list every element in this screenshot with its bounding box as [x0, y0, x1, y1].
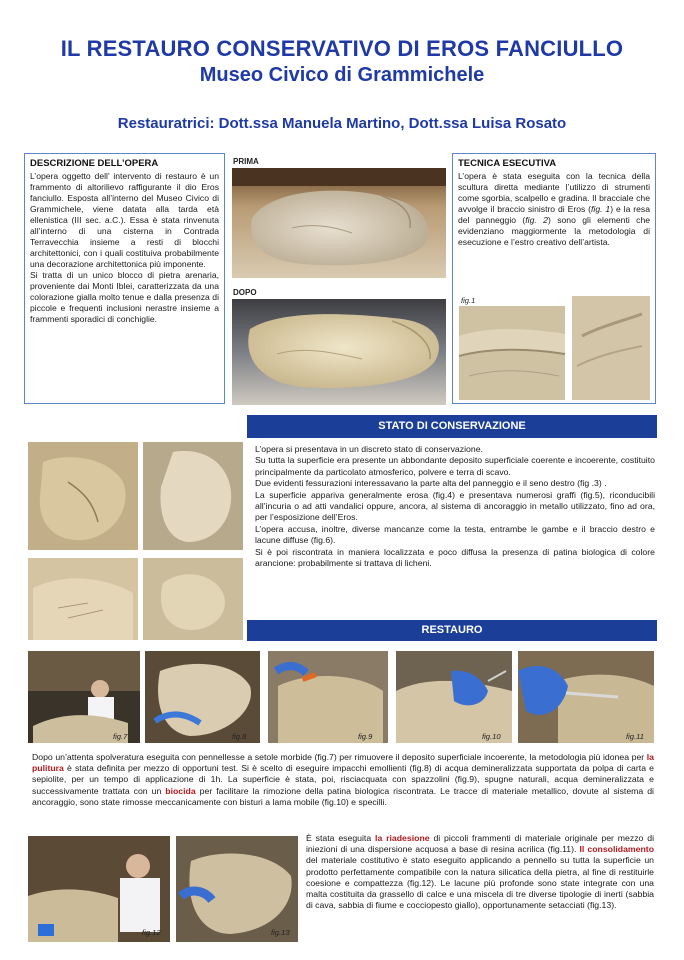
fig10-label: fig.10 — [482, 732, 501, 741]
descrizione-paragraph-2: Si tratta di un unico blocco di pietra arenaria, proveniente dai Monti Iblei, caratterizzata da una colorazione gialla molto tenue e dalla presenza di piccole e frequenti inclusioni nerastre insieme a frammenti sporadici di conchiglie. — [30, 270, 219, 324]
restauro-bar: RESTAURO — [247, 620, 657, 641]
fig3-photo — [28, 442, 138, 550]
fig13-label: fig.13 — [271, 928, 290, 937]
restauro-paragraph-1 — [32, 752, 654, 808]
restauro-p1-highlight-biocida: biocida — [165, 785, 196, 796]
fig12-photo — [28, 836, 170, 942]
tecnica-text-b: ) e la resa del panneggio ( — [458, 204, 650, 225]
fig8-label: fig.8 — [232, 732, 247, 741]
fig1-photo — [459, 306, 565, 400]
descrizione-text — [30, 171, 219, 325]
stato-line-4: La superficie appariva generalmente erosa (fig.4) e presentava numerosi graffi (fig.5), riconducibili all’incuria o ad atti vandalici oppure, ancora, al sistema di ancoraggio in metallo utilizzato, fino ad ora, per l’esposizione dell’Eros. — [255, 489, 655, 523]
stato-line-2: Su tutta la superficie era presente un abbondante deposito superficiale coerente e incoerente, costituito principalmente da particolato atmosferico, polvere e terra di scavo. — [255, 455, 655, 477]
restauro-paragraph-2 — [306, 833, 654, 911]
fig8-photo — [145, 651, 260, 743]
stato-line-6: Si è poi riscontrata in maniera localizzata e poco diffusa la presenza di patina biologica di colore arancione: probabilmente si trattava di licheni. — [255, 546, 655, 569]
stato-line-1: L’opera si presentava in un discreto stato di conservazione. — [255, 444, 483, 454]
fig5-photo — [28, 558, 138, 640]
fig9-label: fig.9 — [358, 732, 373, 741]
fig1-label: fig.1 — [461, 296, 476, 305]
stato-text — [255, 444, 655, 569]
prima-photo — [232, 168, 446, 278]
stato-line-3: Due evidenti fessurazioni interessavano la parte alta del panneggio e il seno destro (fig .3) . — [255, 478, 607, 489]
restauro-p2-highlight-consolidamento: Il consolidamento — [579, 844, 654, 855]
restauro-p2-highlight-riadesione: la riadesione — [375, 833, 430, 843]
restauro-p1-b: è stata definita per mezzo di opportuni test. Si è scelto di eseguire impacchi emollienti (fig.8) di acqua demineralizzata supportata da polpa di carta e sepiolite, per un tempo di applicazione di 1h. La superficie è stata, poi, risciacquata con spazzolini (fig.9), spugne naturali, acqua demineralizzata e successivamente trattata con un — [32, 763, 654, 796]
restauro-p1-a: Dopo un’attenta spolveratura eseguita con pennellesse a setole morbide (fig.7) per rimuovere il deposito superficiale incoerente, la metodologia più idonea per — [32, 752, 647, 762]
tecnica-text-c: ) sono gli elementi che evidenziano maggiormente la metodologia di esecuzione e l’estro creativo dell’artista. — [458, 215, 651, 247]
prima-label: PRIMA — [233, 157, 259, 166]
page-subtitle: Museo Civico di Grammichele — [199, 64, 485, 86]
stato-line-5: L’opera accusa, inoltre, diverse mancanze come la testa, entrambe le gambe e il braccio destro e lacune diffuse (fig.6). — [255, 523, 655, 546]
tecnica-text — [458, 171, 650, 248]
fig11-photo — [518, 651, 654, 743]
tecnica-text-a: L’opera è stata eseguita con la tecnica della scultura diretta mediante l’utilizzo di strumenti come sgorbia, scalpello e gradina. Il bracciale che avvolge il braccio sinistro di Eros ( — [458, 171, 650, 214]
fig9-photo — [268, 651, 388, 743]
tecnica-fig2-ref: fig. 2 — [525, 215, 548, 225]
dopo-photo — [232, 299, 446, 405]
fig13-photo — [176, 836, 298, 942]
restauro-p1-c: per facilitare la rimozione della patina biologica riscontrata. Le tracce di materiale metallico, dovute al sistema di ancoraggio, sono state rimosse meccanicamente con bisturi a lama mobile (fig.10) e specilli. — [32, 785, 654, 807]
fig12-label: fig.12 — [142, 928, 161, 937]
restauro-p2-c: del materiale costitutivo è stato eseguito applicando a pennello su tutta la superficie un prodotto perfettamente compatibile con la natura silicatica della pietra, al fine di restituirle coesione e compattezza (fig.12). Le lacune più profonde sono state integrate con una malta costituita da grassello di calce e una miscela di tre diverse tipologie di inerti (sabbia di cava, sabbia di fiume e cocciopesto giallo), opportunamente setacciati (fig.13). — [306, 855, 654, 911]
restauro-p2-a: È stata eseguita — [306, 833, 376, 843]
fig7-label: fig.7 — [113, 732, 128, 741]
restauro-p2-b: di piccoli frammenti di materiale originale per mezzo di iniezioni di una dispersione acquosa a base di resina acrilica (fig.11). — [306, 833, 655, 855]
fig6-photo — [143, 558, 243, 640]
fig11-label: fig.11 — [626, 732, 645, 741]
fig10-photo — [396, 651, 512, 743]
tecnica-paragraph — [458, 171, 650, 248]
stato-bar: STATO DI CONSERVAZIONE — [247, 415, 657, 438]
authors-line: Restauratrici: Dott.ssa Manuela Martino, Dott.ssa Luisa Rosato — [117, 115, 567, 132]
fig4-photo — [143, 442, 243, 550]
fig7-photo — [28, 651, 140, 743]
dopo-label: DOPO — [233, 288, 257, 297]
restauro-p1-highlight-pulitura: la pulitura — [32, 752, 654, 774]
descrizione-title: DESCRIZIONE DELL’OPERA — [30, 158, 159, 169]
descrizione-paragraph-1: L’opera oggetto dell’ intervento di restauro è un frammento di altorilievo raffigurante il dio Eros fanciullo. Esposta all’interno del Museo Civico di Grammichele, viene datata alla tarda età ellenistica (III sec. a.C.). Essa è stata rinvenuta all’interno di una cisterna in Contrada Terravecchia insieme a resti di blocchi architettonici, con i quali costituiva probabilmente una decorazione architettonica più imponente. — [30, 171, 219, 269]
fig2-photo — [572, 296, 650, 400]
page-title: IL RESTAURO CONSERVATIVO DI EROS FANCIULLO — [60, 36, 624, 61]
tecnica-title: TECNICA ESECUTIVA — [458, 158, 557, 169]
descrizione-panel — [24, 153, 225, 404]
tecnica-fig1-ref: fig. 1 — [591, 204, 611, 214]
